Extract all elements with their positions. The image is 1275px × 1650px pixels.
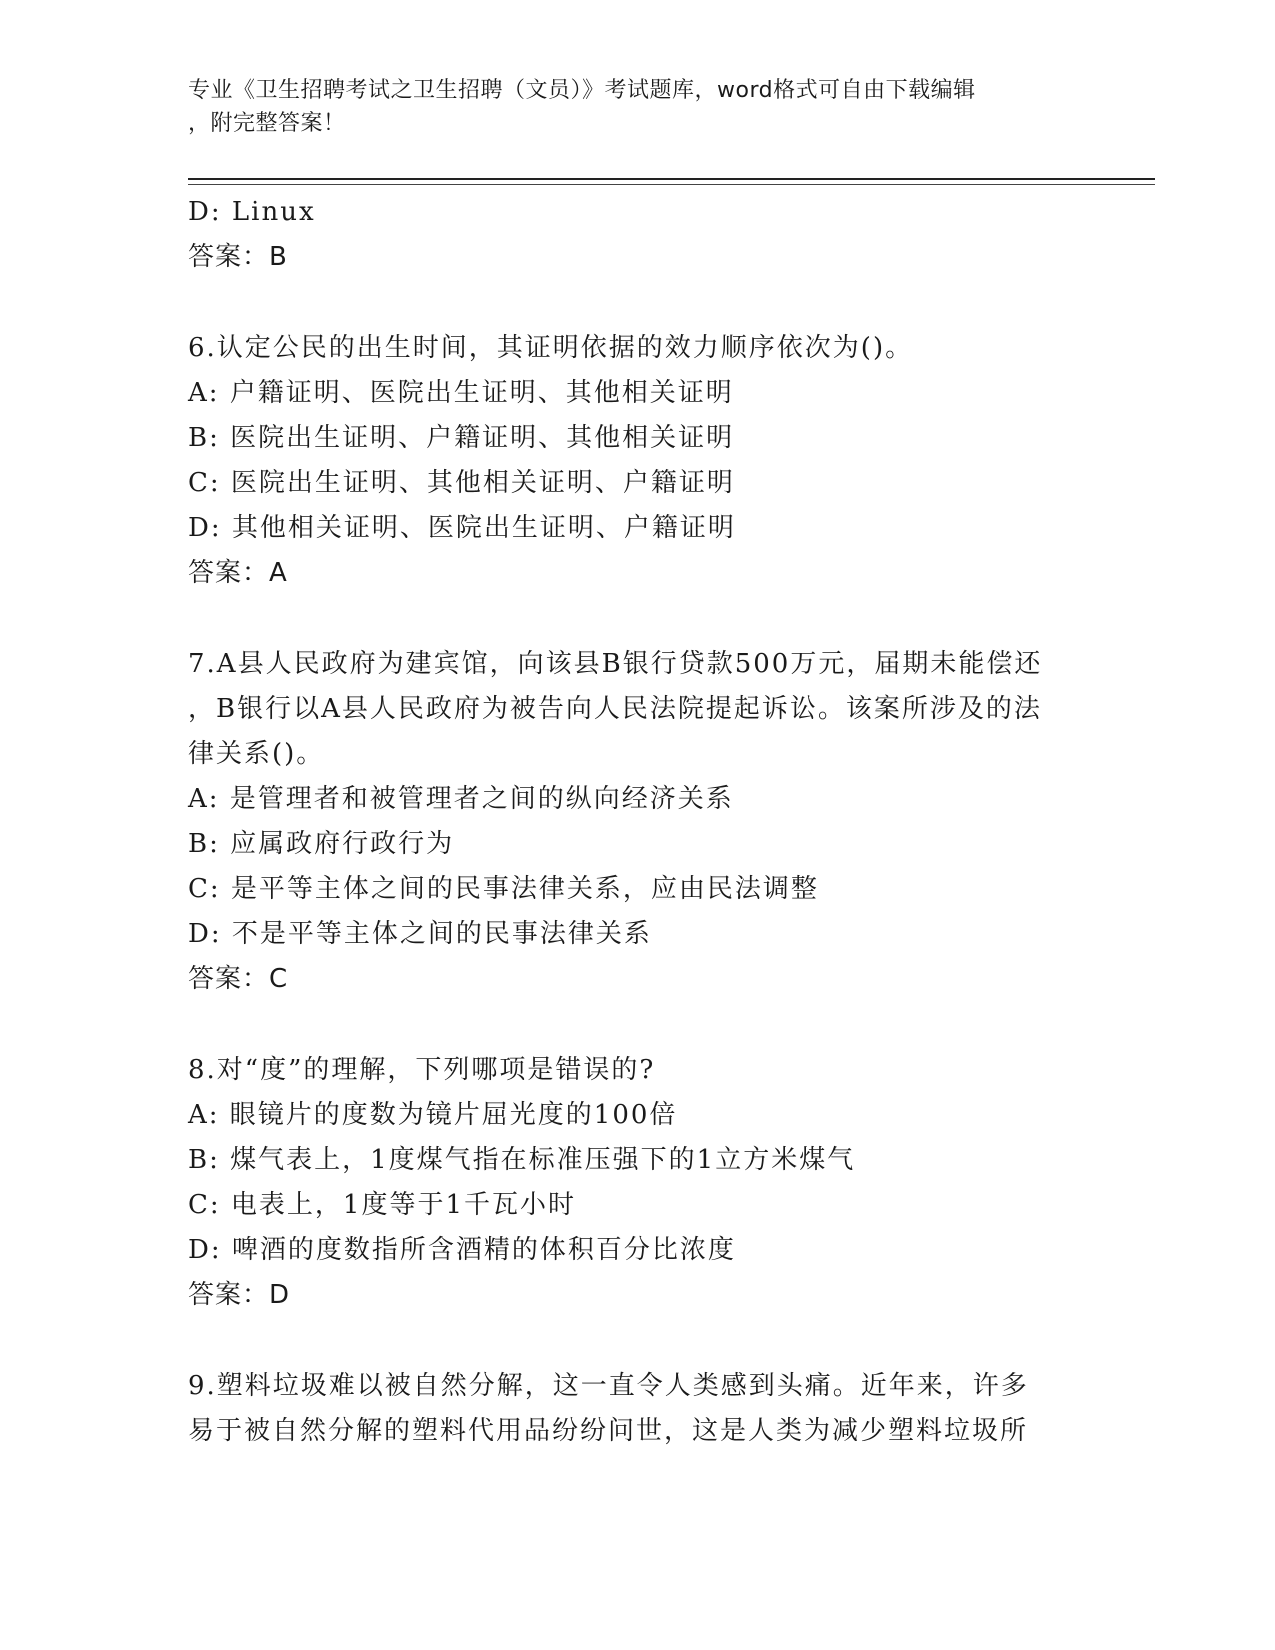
question-stem: 6.认定公民的出生时间，其证明依据的效力顺序依次为()。: [188, 333, 914, 363]
option-c: C: 电表上，1度等于1千瓦小时: [188, 1190, 577, 1220]
question-stem-line: 易于被自然分解的塑料代用品纷纷问世，这是人类为减少塑料垃圾所: [188, 1416, 1029, 1446]
header-divider-thick: [188, 178, 1155, 180]
option-a: A: 户籍证明、医院出生证明、其他相关证明: [188, 378, 734, 408]
spacer: [188, 596, 1088, 642]
question-9: [188, 1364, 1088, 1454]
question-6: [188, 326, 1088, 596]
option-c: C: 医院出生证明、其他相关证明、户籍证明: [188, 468, 735, 498]
prev-answer: 答案：B: [188, 242, 288, 272]
question-7: [188, 642, 1088, 1002]
option-b: B: 煤气表上，1度煤气指在标准压强下的1立方米煤气: [188, 1145, 856, 1175]
spacer: [188, 1318, 1088, 1364]
option-a: A: 是管理者和被管理者之间的纵向经济关系: [188, 784, 734, 814]
spacer: [188, 280, 1088, 326]
question-stem-line: ，B银行以A县人民政府为被告向人民法院提起诉讼。该案所涉及的法: [188, 694, 1042, 724]
header-divider-thin: [188, 184, 1155, 185]
prev-option-d: D: Linux: [188, 197, 316, 227]
question-stem-line: 律关系()。: [188, 739, 325, 769]
option-b: B: 医院出生证明、户籍证明、其他相关证明: [188, 423, 735, 453]
header-line-1: 专业《卫生招聘考试之卫生招聘（文员）》考试题库，word格式可自由下载编辑: [188, 78, 976, 103]
question-content: [188, 190, 1088, 1454]
option-d: D: 其他相关证明、医院出生证明、户籍证明: [188, 513, 736, 543]
header-line-2: ，附完整答案！: [188, 111, 346, 136]
question-stem-line: 7.A县人民政府为建宾馆，向该县B银行贷款500万元，届期未能偿还: [188, 649, 1043, 679]
question-8: [188, 1048, 1088, 1318]
option-d: D: 啤酒的度数指所含酒精的体积百分比浓度: [188, 1235, 736, 1265]
option-c: C: 是平等主体之间的民事法律关系，应由民法调整: [188, 874, 819, 904]
option-d: D: 不是平等主体之间的民事法律关系: [188, 919, 652, 949]
answer: 答案：C: [188, 964, 289, 994]
answer: 答案：A: [188, 558, 288, 588]
question-stem: 8.对“度”的理解，下列哪项是错误的?: [188, 1055, 656, 1085]
answer: 答案：D: [188, 1280, 291, 1310]
page-header: [188, 74, 1068, 140]
option-a: A: 眼镜片的度数为镜片屈光度的100倍: [188, 1100, 678, 1130]
question-stem-line: 9.塑料垃圾难以被自然分解，这一直令人类感到头痛。近年来，许多: [188, 1371, 1029, 1401]
spacer: [188, 1002, 1088, 1048]
option-b: B: 应属政府行政行为: [188, 829, 455, 859]
